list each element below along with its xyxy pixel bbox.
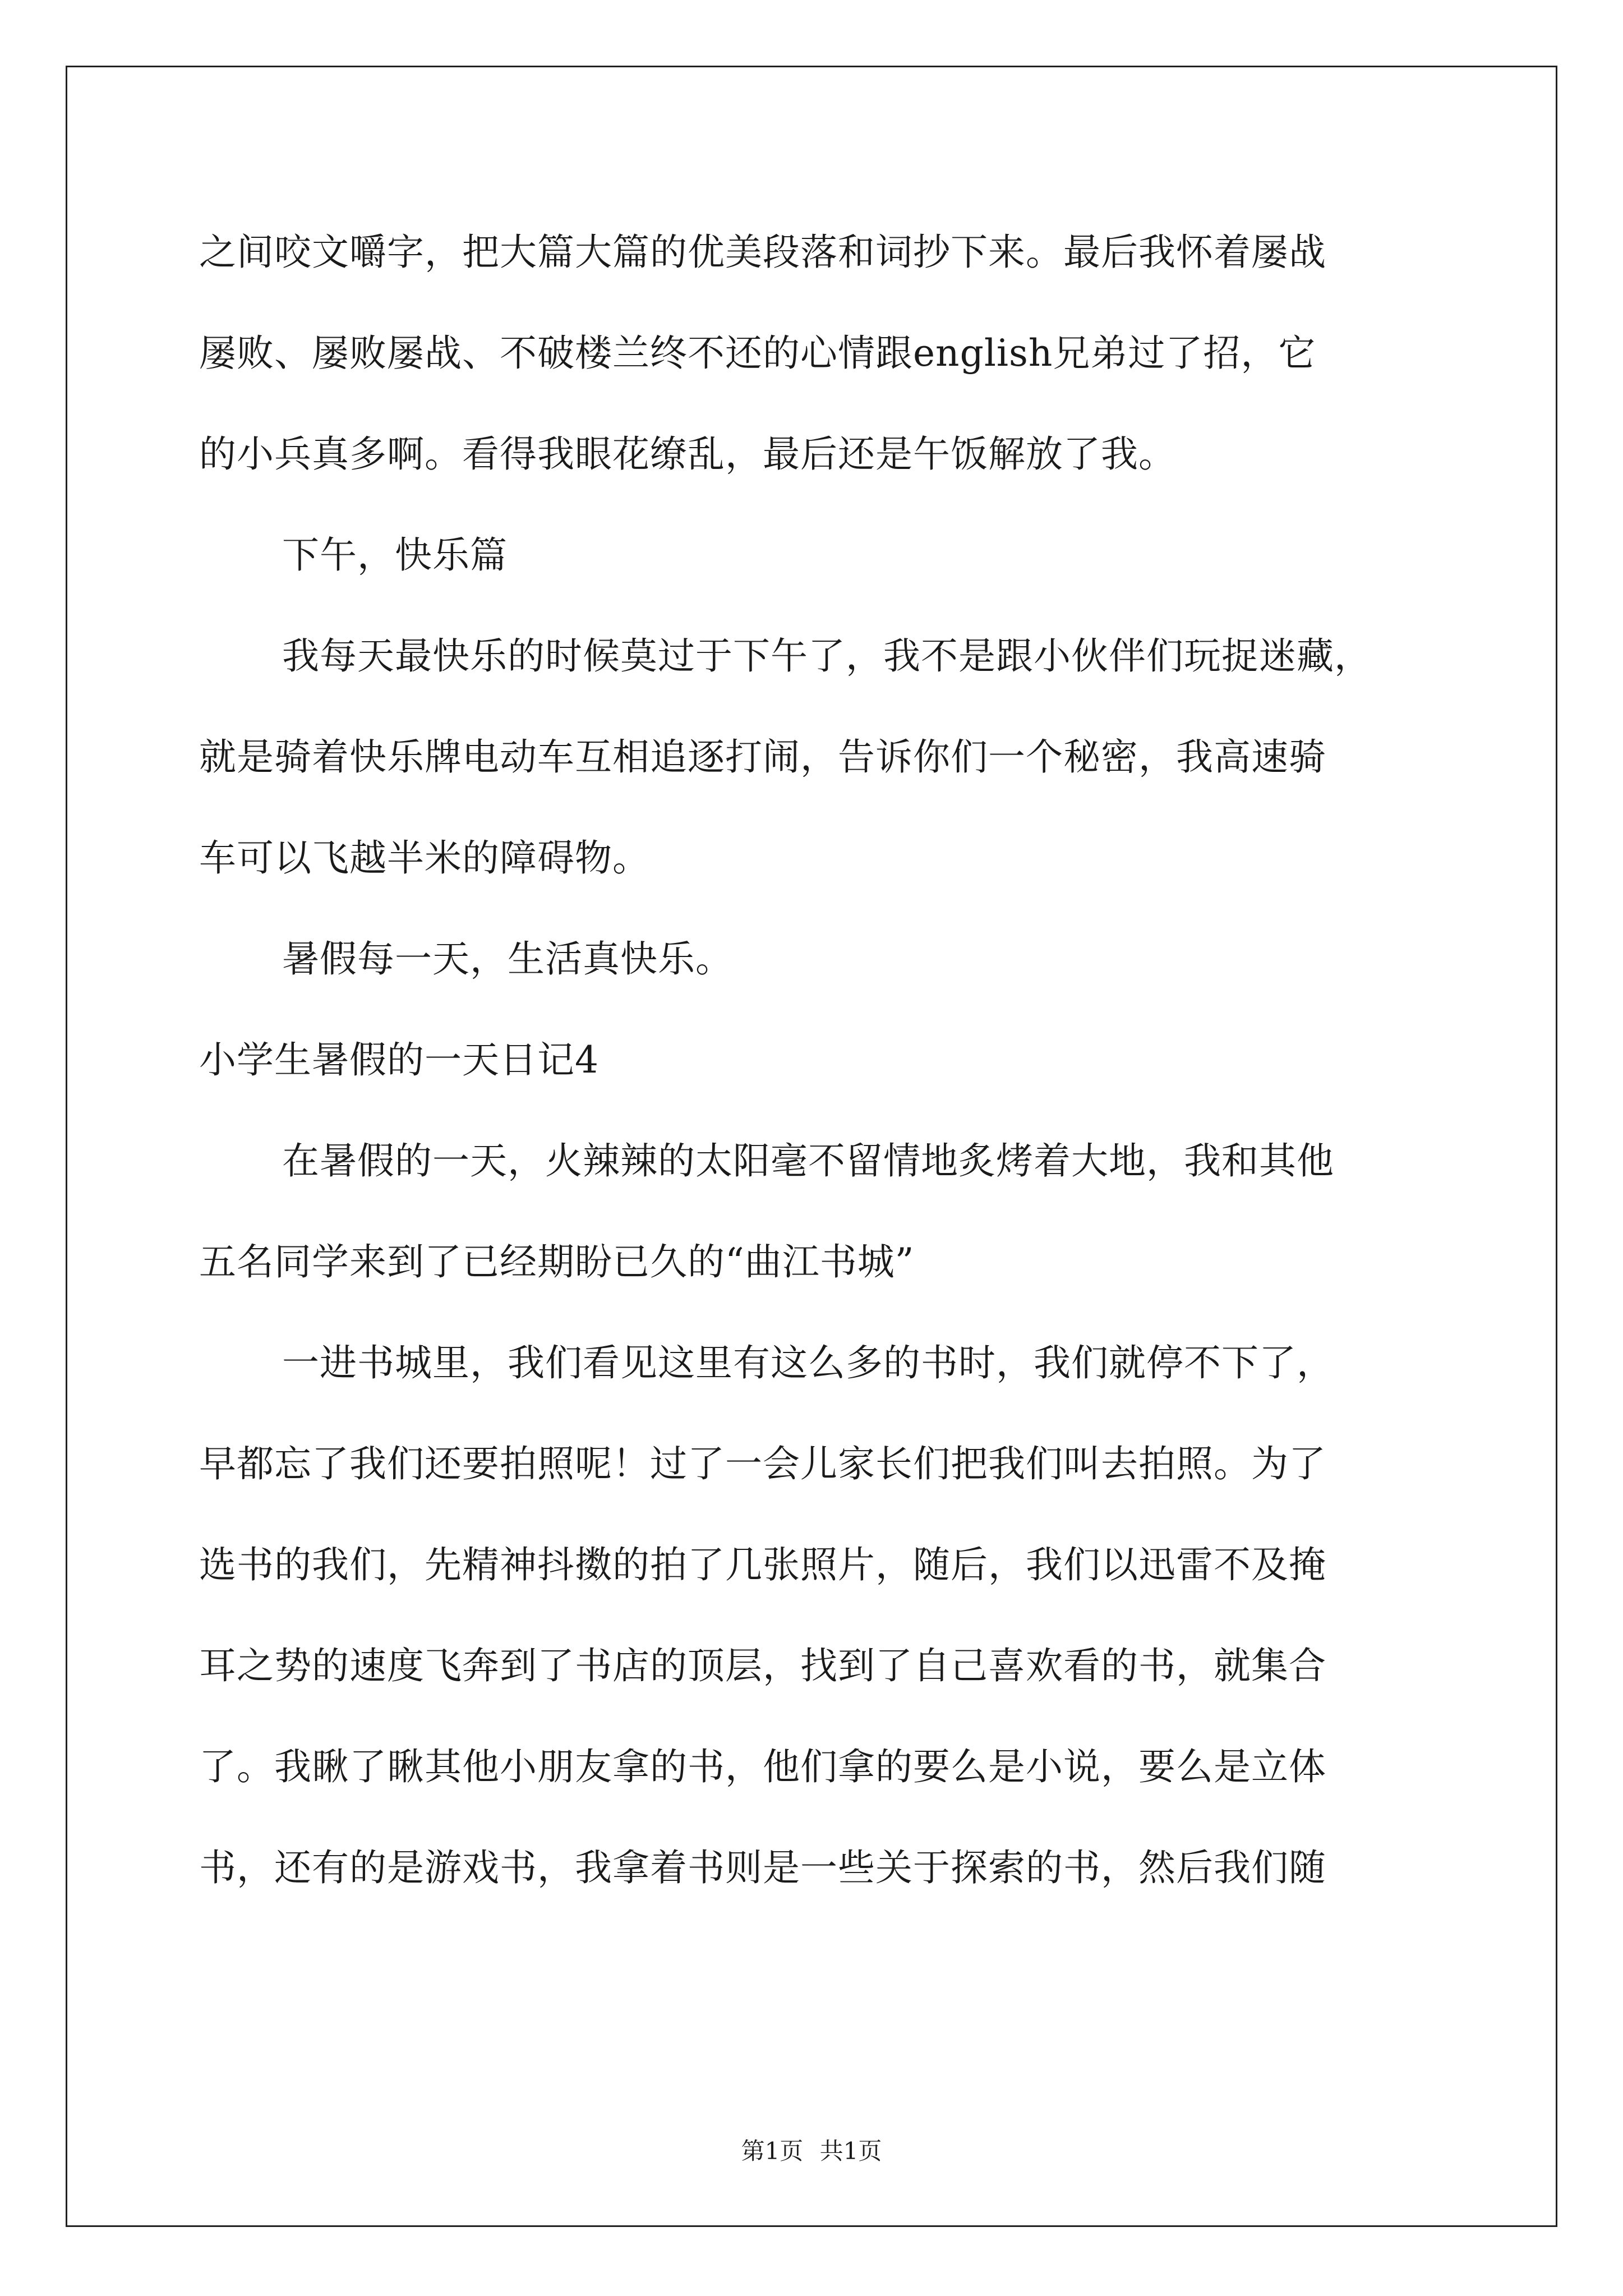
- paragraph-start-line: 一进书城里，我们看见这里有这么多的书时，我们就停不下了，: [282, 1341, 1334, 1384]
- text-line: 了。我瞅了瞅其他小朋友拿的书，他们拿的要么是小说，要么是立体: [199, 1745, 1326, 1788]
- text-line: 选书的我们，先精神抖擞的拍了几张照片，随后，我们以迅雷不及掩: [199, 1543, 1326, 1586]
- section-heading: 下午，快乐篇: [282, 533, 508, 577]
- text-line: 屡败、屡败屡战、不破楼兰终不还的心情跟english兄弟过了招，它: [199, 332, 1316, 375]
- text-line: 五名同学来到了已经期盼已久的“曲江书城”: [199, 1240, 915, 1283]
- text-line: 车可以飞越半米的障碍物。: [199, 836, 650, 880]
- text-line: 早都忘了我们还要拍照呢！过了一会儿家长们把我们叫去拍照。为了: [199, 1442, 1326, 1485]
- paragraph-start-line: 在暑假的一天，火辣辣的太阳毫不留情地炙烤着大地，我和其他: [282, 1139, 1334, 1182]
- text-line: 就是骑着快乐牌电动车互相追逐打闹，告诉你们一个秘密，我高速骑: [199, 735, 1326, 779]
- text-line: 耳之势的速度飞奔到了书店的顶层，找到了自己喜欢看的书，就集合: [199, 1644, 1326, 1687]
- paragraph-start-line: 暑假每一天，生活真快乐。: [282, 937, 733, 981]
- page-footer: [0, 2134, 1623, 2168]
- article-title: 小学生暑假的一天日记4: [199, 1038, 599, 1082]
- text-line: 之间咬文嚼字，把大篇大篇的优美段落和词抄下来。最后我怀着屡战: [199, 231, 1326, 274]
- page-number: 第1页: [741, 2137, 804, 2165]
- paragraph-start-line: 我每天最快乐的时候莫过于下午了，我不是跟小伙伴们玩捉迷藏，: [282, 634, 1372, 678]
- text-line: 书，还有的是游戏书，我拿着书则是一些关于探索的书，然后我们随: [199, 1846, 1326, 1889]
- page-total: 共1页: [819, 2137, 882, 2165]
- document-body: [199, 219, 1444, 1935]
- text-line: 的小兵真多啊。看得我眼花缭乱，最后还是午饭解放了我。: [199, 432, 1176, 476]
